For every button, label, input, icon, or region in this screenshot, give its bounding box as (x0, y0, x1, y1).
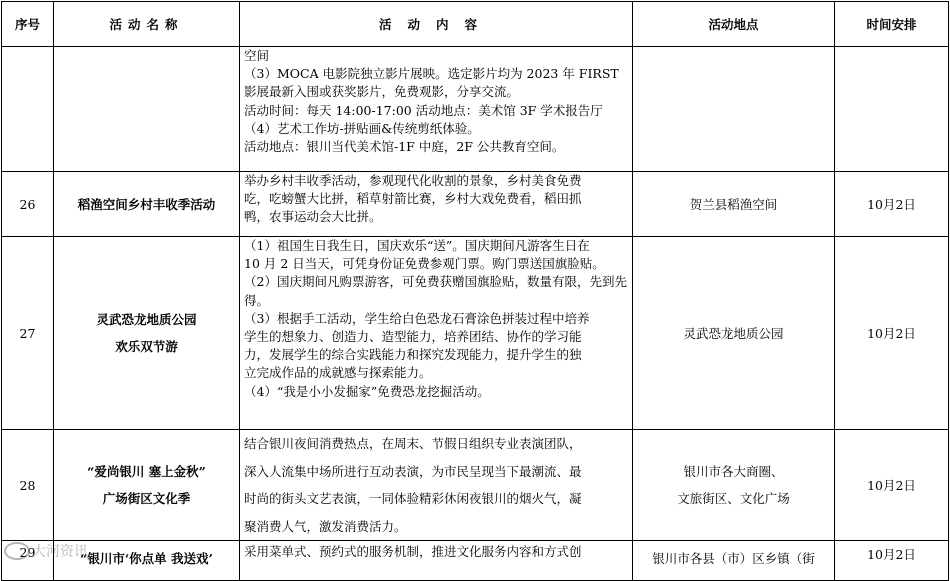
row-venue (633, 47, 835, 172)
row-venue (633, 172, 835, 237)
row-venue (633, 237, 835, 430)
row-time: 10月2日 (835, 541, 949, 581)
row-name (54, 237, 240, 430)
row-content (240, 172, 633, 237)
row-content (240, 541, 633, 581)
content-line: （4）“我是小小发掘家”免费恐龙挖掘活动。 (244, 383, 490, 399)
cell-line: “爱尚银川 塞上金秋” (87, 464, 206, 479)
row-venue (633, 430, 835, 541)
cell-line: “银川市‘你点单 我送戏’ (80, 551, 213, 566)
content-line: 活动时间：每天 14:00-17:00 活动地点：美术馆 3F 学术报告厅 (244, 102, 603, 118)
content-line: （1）祖国生日我生日，国庆欢乐“送”。国庆期间凡游客生日在 (244, 238, 590, 253)
row-venue (633, 541, 835, 581)
table-row (2, 541, 949, 581)
content-line: （3）MOCA 电影院独立影片展映。选定影片均为 2023 年 FIRST (244, 66, 619, 82)
content-line: 影展最新入围或获奖影片，免费观影，分享交流。 (244, 84, 520, 100)
row-name (54, 430, 240, 541)
activity-schedule-table (1, 1, 949, 581)
content-line: （4）艺术工作坊-拼贴画&传统剪纸体验。 (244, 120, 480, 136)
header-seq: 序号 (2, 2, 54, 47)
table-row (2, 172, 949, 237)
content-line: 时尚的街头文艺表演，一同体验精彩休闲夜银川的烟火气，凝 (244, 491, 582, 506)
row-seq: 27 (2, 237, 54, 430)
cell-line: 贺兰县稻渔空间 (689, 196, 778, 212)
content-line: 空间 (244, 48, 270, 63)
row-name (54, 47, 240, 172)
content-line: 10 月 2 日当天，可凭身份证免费参观门票。购门票送国旗脸贴。 (244, 256, 605, 272)
row-content (240, 47, 633, 172)
cell-line: 银川市各大商圈、 (683, 464, 784, 479)
row-seq: 26 (2, 172, 54, 237)
header-content: 活动内容 (240, 2, 633, 47)
row-seq: 28 (2, 430, 54, 541)
cell-line: 灵武恐龙地质公园 (96, 312, 197, 327)
row-name (54, 172, 240, 237)
row-time (835, 47, 949, 172)
row-time: 10月2日 (835, 172, 949, 237)
header-venue: 活动地点 (633, 2, 835, 47)
row-time: 10月2日 (835, 430, 949, 541)
content-line: 活动地点：银川当代美术馆-1F 中庭，2F 公共教育空间。 (244, 139, 565, 155)
row-seq: 29 (2, 541, 54, 581)
cell-line: 灵武恐龙地质公园 (683, 325, 784, 341)
content-line: 深入人流集中场所进行互动表演，为市民呈现当下最潮流、最 (244, 463, 582, 479)
content-line: 得。 (244, 292, 270, 308)
table-row (2, 47, 949, 172)
cell-line: 银川市各县（市）区乡镇（街 (652, 551, 815, 566)
header-time: 时间安排 (835, 2, 949, 47)
row-content (240, 430, 633, 541)
content-line: 鸭，农事运动会大比拼。 (244, 209, 382, 225)
content-line: （3）根据手工活动，学生给白色恐龙石膏涂色拼装过程中培养 (244, 310, 590, 326)
row-content (240, 237, 633, 430)
content-line: 立完成作品的成就感与探索能力。 (244, 365, 432, 381)
content-line: （2）国庆期间凡购票游客，可免费获赠国旗脸贴，数量有限，先到先 (244, 274, 627, 290)
table-row (2, 237, 949, 430)
row-name (54, 541, 240, 581)
content-line: 力，发展学生的综合实践能力和探究发现能力，提升学生的独 (244, 347, 582, 363)
cell-line: 欢乐双节游 (115, 339, 178, 354)
watermark-text: 大河资讯 (32, 544, 88, 560)
content-line: 结合银川夜间消费热点，在周末、节假日组织专业表演团队， (244, 436, 582, 451)
content-line: 学生的想象力、创造力、造型能力，培养团结、协作的学习能 (244, 329, 582, 345)
table-row (2, 430, 949, 541)
content-line: 举办乡村丰收季活动，参观现代化收割的景象，乡村美食免费 (244, 173, 582, 188)
cell-line: 广场街区文化季 (102, 491, 191, 506)
cell-line: 稻渔空间乡村丰收季活动 (77, 196, 216, 212)
table-header-row (2, 2, 949, 47)
content-line: 采用菜单式、预约式的服务机制，推进文化服务内容和方式创 (244, 544, 582, 559)
row-seq (2, 47, 54, 172)
content-line: 吃，吃螃蟹大比拼，稻草射箭比赛，乡村大戏免费看，稻田抓 (244, 191, 582, 207)
content-line: 聚消费人气，激发消费活力。 (244, 518, 407, 534)
row-time: 10月2日 (835, 237, 949, 430)
cell-line: 文旅街区、文化广场 (677, 491, 790, 506)
header-name: 活动名称 (54, 2, 240, 47)
